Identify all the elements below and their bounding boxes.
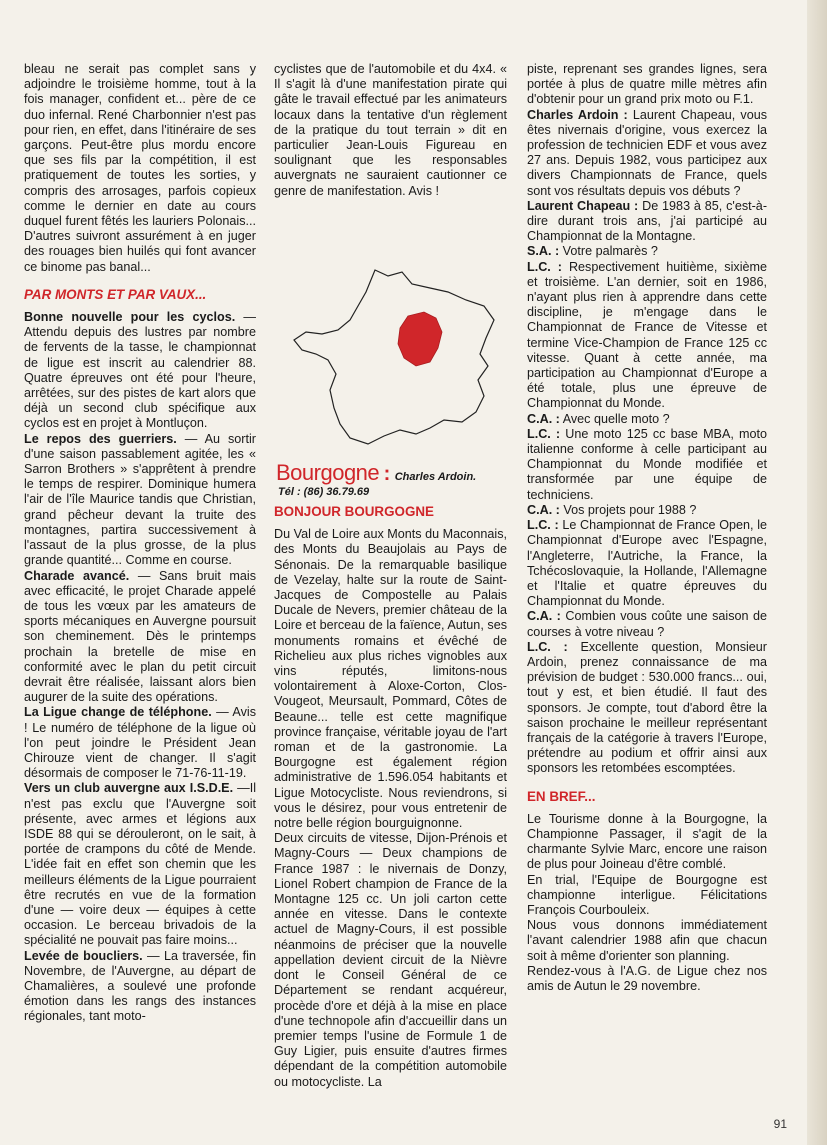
col1-item: [24, 949, 256, 1025]
bref-item: Le Tourisme donne à la Bourgogne, la Championne Passager, il s'agit de la charmante Sylvie Marc, encore une raison de plus pour Joineau d'être comblé.: [527, 811, 767, 872]
speaker: Charles Ardoin :: [527, 107, 628, 122]
column-3: [527, 62, 767, 994]
col2-body: Du Val de Loire aux Monts du Maconnais, des Monts du Beaujolais au Pays de Sénonais. De la remarquable basilique de Vezelay, halte sur la route de Saint-Jacques de Compostelle au Palais Ducale de Nevers, premier château de la Loire et berceau de la faïence, Autun, ses monuments romains et évêché de Richelieu aux plus riches vignobles aux vins réputés, limitons-nous volontairement à Aloxe-Corton, Clos-Vougeot, Meursault, Pommard, Côtes de Beaune... telle est cette magnifique province française, véritable joyau de l'art roman et de la gastronomie. La Bourgogne est également région administrative de 1.596.054 habitants et Ligue Motocycliste. Nous reviendrons, si vous le désirez, pour vous entretenir de notre belle région bourguignonne.: [274, 527, 507, 831]
france-outline: [294, 270, 494, 444]
col1-intro: bleau ne serait pas complet sans y adjoindre le troisième homme, tout à la fois manager, confident et... père de ce duo infernal. René Charbonnier n'est pas pour rien, en effet, dans l'itinéraire de ses garçons. Peut-être plus mordu encore que ses fils par la compétition, il est pratiquement de toutes les sorties, y compris des arrosages, parfois copieux comme le dernier en date au cours duquel furent fêtés les lauriers Polonais... D'autres suivront assurément à en juger des rouages bien huilés qui font avancer ce binome pas banal...: [24, 62, 256, 274]
item-text: — Avis ! Le numéro de téléphone de la ligue où l'on peut joindre le Président Jean Chirouze vient de changer. Il s'agit désormais de composer le 71-76-11-19.: [24, 705, 256, 781]
speech: De 1983 à 85, c'est-à-dire durant trois ans, j'ai participé au Championnat de la Montagne.: [527, 198, 768, 244]
interview-line: [527, 518, 767, 609]
item-text: — Attendu depuis des lustres par nombre de fervents de la tasse, le championnat de ligue est inscrit au calendrier 88. Quatre épreuves ont été pour l'heure, arrêtées, sur des pistes de kart alors que déjà un second club spécifique aux cyclos est en projet à Montluçon.: [24, 310, 256, 431]
speech: Respectivement huitième, sixième et troisième. L'an dernier, soit en 1986, n'ayant plus rien à apprendre dans cette discipline, je m'engage dans le Championnat de France de Vitesse et termine Vice-Champion de France 125 cc vitesse. Quant à cette année, ma participation au Championnat d'Europe a été totale, plus une épreuve de Championnat du Monde.: [527, 259, 767, 411]
region-name: Bourgogne: [276, 460, 380, 485]
speaker: L.C. :: [527, 518, 559, 533]
speech: Le Championnat de France Open, le Championnat d'Europe avec l'Espagne, l'Angleterre, l'Autriche, la France, la Tchécoslovaquie, la Hollande, l'Allemagne et l'Italie et quatre épreuves du Championnat du Monde.: [527, 518, 767, 609]
speech: Vos projets pour 1988 ?: [559, 502, 697, 517]
item-title: Charade avancé.: [24, 568, 130, 583]
bourgogne-region: [398, 312, 442, 366]
item-title: Levée de boucliers.: [24, 948, 143, 963]
speaker: C.A. :: [527, 609, 561, 624]
bref-item: En trial, l'Equipe de Bourgogne est championne interligue. Félicitations François Courbouleix.: [527, 872, 767, 917]
speech: Avec quelle moto ?: [559, 411, 670, 426]
item-text: — La traversée, fin Novembre, de l'Auvergne, au départ de Chamalières, a soulevé une profonde émotion dans les rangs des instances régionales, tant moto-: [24, 948, 256, 1024]
item-title: Le repos des guerriers.: [24, 431, 177, 446]
interview-line: [527, 199, 767, 245]
region-colon: :: [383, 463, 391, 485]
france-map: [280, 262, 510, 452]
speaker: C.A. :: [527, 502, 560, 517]
col3-heading: EN BREF...: [527, 788, 596, 804]
speech: Excellente question, Monsieur Ardoin, prenez connaissance de ma prévision de budget : 530.000 francs... oui, tout y est, et bien étudié. Il faut des sponsors. Je compte, tout d'abord être la saison prochaine le meilleur représentant français de la catégorie à travers l'Europe, prétendre au podium et offrir ainsi aux sponsors les retombées escomptées.: [527, 639, 767, 776]
page-edge: [807, 0, 827, 1145]
item-title: Vers un club auvergne aux I.S.D.E.: [24, 781, 234, 796]
interview-line: [527, 503, 767, 518]
col2-body2: Deux circuits de vitesse, Dijon-Prénois et Magny-Cours — Deux champions de France 1987 : le nivernais de Donzy, Lionel Robert champion de France de la Montagne 125 cc. Un joli carton cette année en vitesse. Dans le contexte actuel de Magny-Cours, il est possible néanmoins de préciser que la nouvelle appellation devient circuit de la Nièvre dont le Conseil Général de ce Département se rendant acquéreur, procède d'ore et déjà à la mise en place d'une technopole afin d'accueillir dans un premier temps l'usine de Formule 1 de Guy Ligier, puis ensuite d'autres firmes dépendant de la compétition automobile ou motocycliste. La: [274, 831, 507, 1089]
column-2-bottom: [274, 492, 507, 1090]
col2-heading: BONJOUR BOURGOGNE: [274, 504, 434, 519]
speech: Laurent Chapeau, vous êtes nivernais d'origine, vous exercez la profession de technicien EDF et vous avez 27 ans. Depuis 1982, vous participez aux divers Championnats de France, quels sont vos résultats depuis vos débuts ?: [527, 107, 768, 198]
column-1: [24, 62, 256, 1025]
speech: Combien vous coûte une saison de courses à votre niveau ?: [527, 609, 767, 639]
col1-item: [24, 705, 256, 781]
speech: Votre palmarès ?: [559, 244, 658, 259]
item-text: — Sans bruit mais avec efficacité, le projet Charade appelé de tous les vœux par les amateurs de sports mécaniques en Auvergne poursuit son cheminement. Dès le printemps prochain la bretelle de mise en conformité avec le plan du petit circuit devrait être réalisée, laissant alors bien augurer de la suite des opérations.: [24, 568, 257, 705]
speaker: L.C. :: [527, 426, 561, 441]
page-number: 91: [773, 1117, 787, 1131]
region-person: Charles Ardoin.: [394, 471, 477, 483]
item-text: —Il n'est pas exclu que l'Auvergne soit présente, avec armes et légions aux ISDE 88 qui se dérouleront, on le sait, à portée de crampons du côté de Mende. L'idée fait en effet son chemin que les meilleurs éléments de la Ligue pourraient être recrutés en vue de la formation d'une — voire deux — équipes à cette occasion. Le berceau brivadois de la spécialité ne pouvait pas faire moins...: [24, 781, 257, 948]
interview-line: [527, 427, 767, 503]
interview-line: [527, 108, 767, 199]
col3-top: piste, reprenant ses grandes lignes, sera portée à plus de quatre mille mètres afin d'obtenir pour un grand prix moto ou F.1.: [527, 62, 767, 107]
col1-item: [24, 432, 256, 569]
item-title: La Ligue change de téléphone.: [24, 705, 212, 720]
speaker: Laurent Chapeau :: [527, 198, 639, 213]
col1-item: [24, 310, 256, 432]
bref-item: Nous vous donnons immédiatement l'avant calendrier 1988 afin que chacun soit à même d'orienter son planning.: [527, 918, 767, 963]
speaker: C.A. :: [527, 411, 560, 426]
region-title: [276, 460, 516, 486]
interview-line: [527, 640, 767, 777]
item-text: — Au sortir d'une saison passablement agitée, les « Sarron Brothers » s'apprêtent à prendre le temps de respirer. Dominique humera l'air de l'île Maurice tandis que Christian, grand pêcheur devant la truite des montagnes, partira successivement à l'assaut de la plus grosse, de la plus grande quantité... Comme en course.: [24, 431, 256, 568]
speaker: S.A. :: [527, 244, 560, 259]
interview-line: [527, 260, 767, 412]
interview-line: [527, 412, 767, 427]
speaker: L.C. :: [527, 639, 568, 654]
interview-line: [527, 244, 767, 259]
bref-item: Rendez-vous à l'A.G. de Ligue chez nos amis de Autun le 29 novembre.: [527, 963, 767, 993]
item-title: Bonne nouvelle pour les cyclos.: [24, 310, 236, 325]
speaker: L.C. :: [527, 259, 562, 274]
column-2-top: [274, 62, 507, 199]
col2-top-text: cyclistes que de l'automobile et du 4x4. « Il s'agit là d'une manifestation pirate qui gâte le travail effectué par les animateurs locaux dans la tentative d'un règlement de la pratique du tout terrain » dit en particulier Jean-Louis Figureau en soulignant que les responsables auvergnats ne sauraient cautionner ce genre de manifestation. Avis !: [274, 62, 507, 198]
col1-item: [24, 781, 256, 948]
france-map-icon: [280, 262, 510, 452]
col1-heading: PAR MONTS ET PAR VAUX...: [24, 286, 207, 302]
speech: Une moto 125 cc base MBA, moto italienne conforme à celle participant au Championnat du Monde modifiée et transformée par une équipe de techniciens.: [527, 426, 768, 502]
interview-line: [527, 609, 767, 639]
region-telephone: Tél : (86) 36.79.69: [278, 486, 370, 498]
col1-item: [24, 569, 256, 706]
